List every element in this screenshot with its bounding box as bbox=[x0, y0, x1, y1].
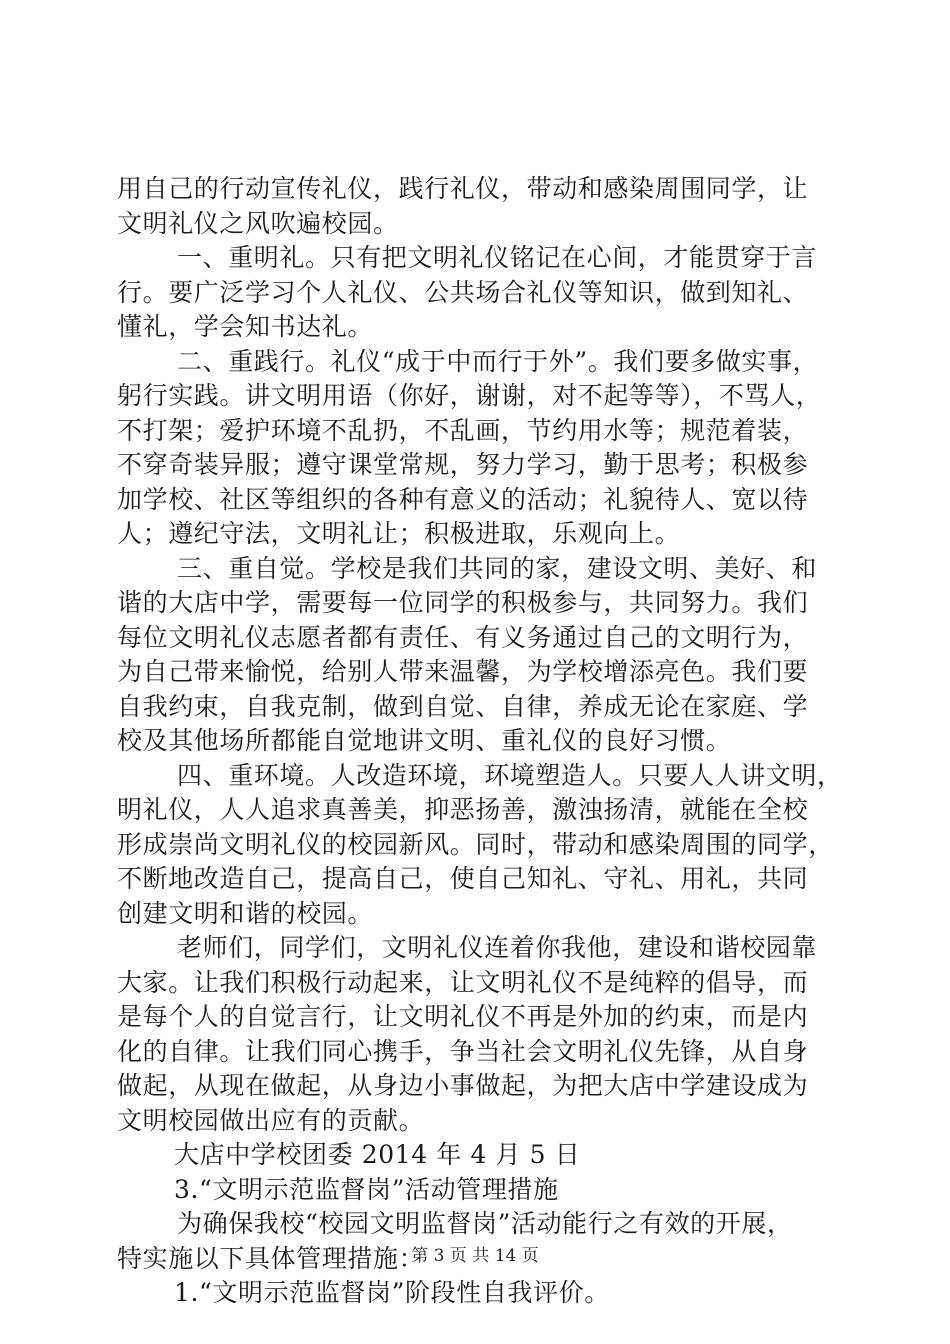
list-item: 1.“文明示范监督岗”阶段性自我评价。 bbox=[174, 1278, 610, 1307]
paragraph-heading-2: 二、重践行。礼仪“成于中而行于外”。我们要多做实事， bbox=[177, 346, 819, 376]
text-line: 形成崇尚文明礼仪的校园新风。同时，带动和感染周围的同学， bbox=[117, 829, 834, 859]
text-line: 校及其他场所都能自觉地讲文明、重礼仪的良好习惯。 bbox=[117, 726, 732, 755]
paragraph-heading-1: 一、重明礼。只有把文明礼仪铭记在心间，才能贯穿于言 bbox=[177, 243, 818, 272]
text-line: 不穿奇装异服；遵守课堂常规，努力学习，勤于思考；积极参 bbox=[117, 450, 809, 479]
text-line: 明礼仪，人人追求真善美，抑恶扬善，激浊扬清，就能在全校 bbox=[117, 795, 809, 824]
text-line: 行。要广泛学习个人礼仪、公共场合礼仪等知识，做到知礼、 bbox=[117, 277, 809, 307]
text-line: 文明校园做出应有的贡献。 bbox=[117, 1105, 425, 1135]
section-title: 3.“文明示范监督岗”活动管理措施 bbox=[174, 1174, 559, 1204]
document-body bbox=[117, 172, 843, 1311]
text-line: 创建文明和谐的校园。 bbox=[117, 898, 374, 928]
text-line: 做起，从现在做起，从身边小事做起，为把大店中学建设成为 bbox=[117, 1071, 809, 1100]
text-line: 用自己的行动宣传礼仪，践行礼仪，带动和感染周围同学，让 bbox=[117, 174, 809, 203]
text-line: 为确保我校“校园文明监督岗”活动能行之有效的开展， bbox=[177, 1209, 793, 1238]
text-line: 人；遵纪守法，文明礼让；积极进取，乐观向上。 bbox=[117, 519, 681, 548]
text-line: 懂礼，学会知书达礼。 bbox=[117, 312, 374, 341]
text-line: 每位文明礼仪志愿者都有责任、有义务通过自己的文明行为， bbox=[117, 622, 809, 652]
signature-date: 大店中学校团委 2014 年 4 月 5 日 bbox=[174, 1140, 581, 1169]
paragraph-closing: 老师们，同学们，文明礼仪连着你我他，建设和谐校园靠 bbox=[177, 933, 818, 962]
text-line: 大家。让我们积极行动起来，让文明礼仪不是纯粹的倡导，而 bbox=[117, 967, 809, 997]
text-line: 是每个人的自觉言行，让文明礼仪不再是外加的约束，而是内 bbox=[117, 1002, 809, 1031]
text-line: 加学校、社区等组织的各种有意义的活动；礼貌待人、宽以待 bbox=[117, 484, 809, 514]
text-line: 谐的大店中学，需要每一位同学的积极参与，共同努力。我们 bbox=[117, 588, 809, 617]
text-line: 为自己带来愉悦，给别人带来温馨，为学校增添亮色。我们要 bbox=[117, 657, 809, 686]
text-line: 自我约束，自我克制，做到自觉、自律，养成无论在家庭、学 bbox=[117, 691, 809, 721]
text-line: 不断地改造自己，提高自己，使自己知礼、守礼、用礼，共同 bbox=[117, 864, 809, 893]
text-line: 文明礼仪之风吹遍校园。 bbox=[117, 208, 399, 238]
paragraph-heading-4: 四、重环境。人改造环境，环境塑造人。只要人人讲文明， bbox=[177, 760, 843, 790]
text-line: 不打架；爱护环境不乱扔，不乱画，节约用水等；规范着装， bbox=[117, 415, 809, 445]
page-footer: 第 3 页 共 14 页 bbox=[411, 1246, 539, 1266]
text-line: 化的自律。让我们同心携手，争当社会文明礼仪先锋，从自身 bbox=[117, 1036, 809, 1066]
text-line: 特实施以下具体管理措施： bbox=[117, 1243, 425, 1273]
paragraph-heading-3: 三、重自觉。学校是我们共同的家，建设文明、美好、和 bbox=[177, 553, 818, 583]
text-line: 躬行实践。讲文明用语（你好，谢谢，对不起等等），不骂人， bbox=[117, 381, 822, 410]
